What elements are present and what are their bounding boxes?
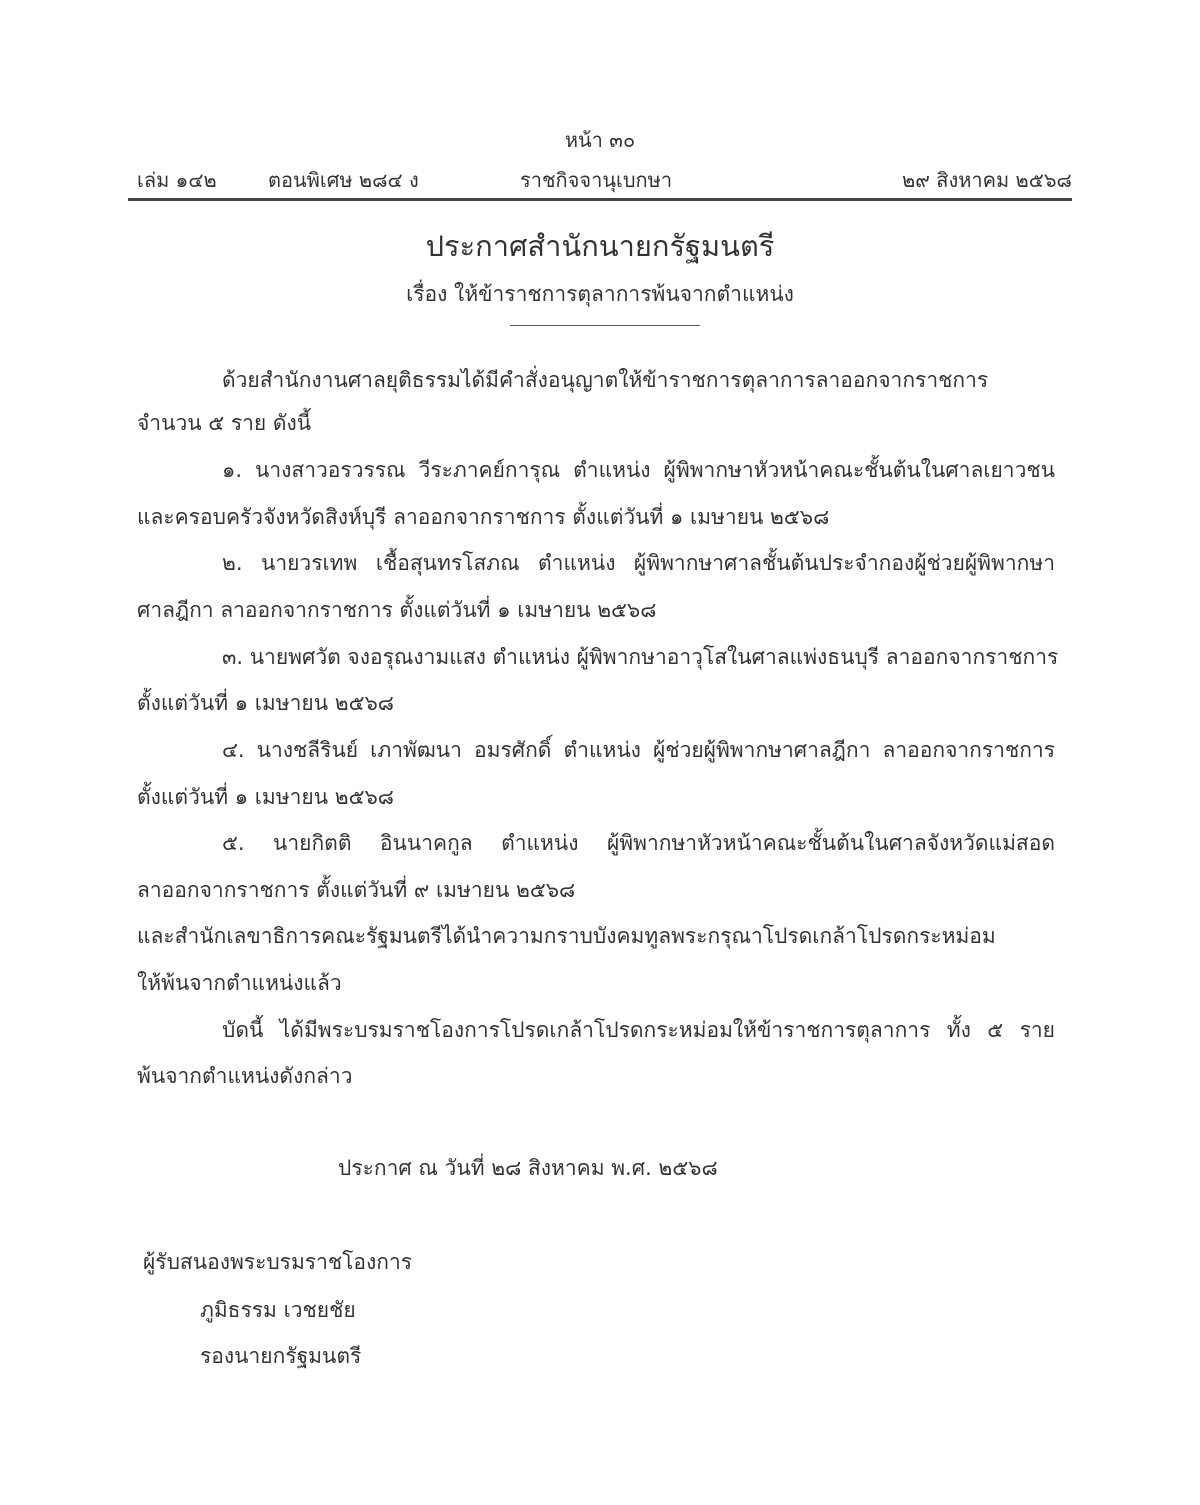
list-item-cont: ลาออกจากราชการ ตั้งแต่วันที่ ๙ เมษายน ๒๕๖๘ (137, 878, 576, 902)
list-item-cont: ตั้งแต่วันที่ ๑ เมษายน ๒๕๖๘ (137, 691, 394, 715)
list-item: ๒. นายวรเทพ เชื้อสุนทรโสภณ ตำแหน่ง ผู้พิพากษาศาลชั้นต้นประจำกองผู้ช่วยผู้พิพากษา (222, 551, 1055, 575)
list-item-cont: และครอบครัวจังหวัดสิงห์บุรี ลาออกจากราชการ ตั้งแต่วันที่ ๑ เมษายน ๒๕๖๘ (137, 505, 830, 529)
header-date: ๒๙ สิงหาคม ๒๕๖๘ (902, 168, 1072, 192)
publication-name: ราชกิจจานุเบกษา (520, 168, 673, 192)
list-item-cont: ตั้งแต่วันที่ ๑ เมษายน ๒๕๖๘ (137, 785, 394, 809)
signatory-name: ภูมิธรรม เวชยชัย (200, 1298, 356, 1322)
signature-role: ผู้รับสนองพระบรมราชโองการ (143, 1250, 413, 1274)
list-item: ๕. นายกิตติ อินนาคกูล ตำแหน่ง ผู้พิพากษาหัวหน้าคณะชั้นต้นในศาลจังหวัดแม่สอด (222, 831, 1055, 855)
intro-line: ด้วยสำนักงานศาลยุติธรรมได้มีคำสั่งอนุญาตให้ข้าราชการตุลาการลาออกจากราชการ (222, 368, 989, 392)
header-rule (128, 198, 1072, 201)
list-item: ๑. นางสาวอรวรรณ วีระภาคย์การุณ ตำแหน่ง ผู้พิพากษาหัวหน้าคณะชั้นต้นในศาลเยาวชน (222, 458, 1055, 482)
volume: เล่ม ๑๔๒ (137, 168, 217, 192)
document-subject: เรื่อง ให้ข้าราชการตุลาการพ้นจากตำแหน่ง (406, 282, 794, 306)
list-item: ๓. นายพศวัต จงอรุณงามแสง ตำแหน่ง ผู้พิพากษาอาวุโสในศาลแพ่งธนบุรี ลาออกจากราชการ (222, 645, 1059, 669)
submission-line: ให้พ้นจากตำแหน่งแล้ว (137, 971, 342, 995)
intro-line: จำนวน ๕ ราย ดังนี้ (137, 411, 312, 435)
signatory-position: รองนายกรัฐมนตรี (200, 1344, 362, 1368)
document-title: ประกาศสำนักนายกรัฐมนตรี (425, 229, 775, 263)
list-item: ๔. นางชลีรินย์ เภาพัฒนา อมรศักดิ์ ตำแหน่ง ผู้ช่วยผู้พิพากษาศาลฎีกา ลาออกจากราชการ (222, 738, 1055, 762)
submission-line: และสำนักเลขาธิการคณะรัฐมนตรีได้นำความกราบบังคมทูลพระกรุณาโปรดเกล้าโปรดกระหม่อม (137, 924, 996, 948)
conclusion-line: พ้นจากตำแหน่งดังกล่าว (137, 1064, 353, 1088)
page-number: หน้า ๓๐ (564, 128, 636, 152)
title-divider (510, 325, 700, 326)
announcement-date: ประกาศ ณ วันที่ ๒๘ สิงหาคม พ.ศ. ๒๕๖๘ (338, 1156, 718, 1180)
issue: ตอนพิเศษ ๒๘๔ ง (268, 168, 419, 192)
conclusion-line: บัดนี้ ได้มีพระบรมราชโองการโปรดเกล้าโปรดกระหม่อมให้ข้าราชการตุลาการ ทั้ง ๕ ราย (222, 1018, 1055, 1042)
list-item-cont: ศาลฎีกา ลาออกจากราชการ ตั้งแต่วันที่ ๑ เมษายน ๒๕๖๘ (137, 598, 657, 622)
